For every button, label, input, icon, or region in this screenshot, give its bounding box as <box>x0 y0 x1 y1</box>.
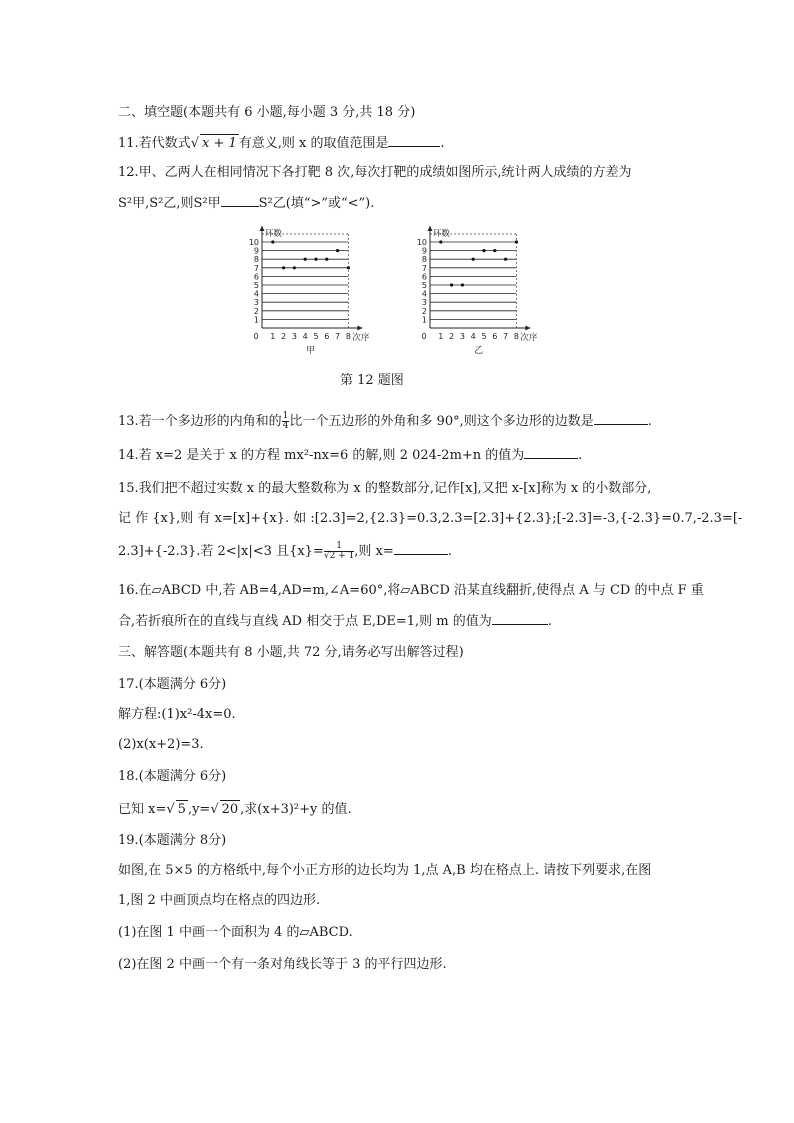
y-axis-arrow <box>260 226 265 231</box>
y-tick-label: 1 <box>421 315 427 325</box>
x-tick-label: 1 <box>438 332 444 341</box>
y-tick-label: 7 <box>421 263 427 273</box>
q19-title: 19.(本题满分 8分) <box>118 833 227 848</box>
x-tick-label: 6 <box>324 332 330 341</box>
x-tick-label: 8 <box>513 332 519 341</box>
q13-pre: 13.若一个多边形的内角和的 <box>118 414 282 429</box>
x-tick-label: 1 <box>270 332 276 341</box>
q15-answer-blank[interactable] <box>394 542 448 555</box>
q12-charts-svg <box>250 220 550 355</box>
q15-line2: 记 作 {x},则 有 x=[x]+{x}. 如 :[2.3]=2,{2.3}=0.3,2.3=[2.3]+{2.3};[-2.3]=-3,{-2.3}=0.7,-2.3=[- <box>118 511 743 526</box>
y-tick-label: 5 <box>421 281 427 290</box>
x-tick-label: 8 <box>345 332 351 341</box>
y-tick-label: 6 <box>253 272 259 282</box>
q12-line2 <box>118 194 374 213</box>
question-14: 14.若 x=2 是关于 x 的方程 mx²-nx=6 的解,则 2 024-2m+n 的值为 . <box>118 448 583 463</box>
q13-frac-num: 1 <box>282 411 289 421</box>
y-tick-label: 2 <box>253 306 259 316</box>
x-tick-label: 3 <box>291 332 297 341</box>
q11-radicand: x + 1 <box>201 136 237 151</box>
data-point <box>336 249 339 252</box>
q12-caption: 第 12 题图 <box>340 373 404 388</box>
q18-body: 已知 x=√ 5 ,y=√ 20 ,求(x+3)²+y 的值. <box>118 802 352 817</box>
q19-line2: 1,图 2 中画顶点均在格点的四边形. <box>118 893 321 908</box>
q13-frac-den: 4 <box>282 421 289 431</box>
q13-post: 比一个五边形的外角和多 90°,则这个多边形的边数是 <box>289 414 594 429</box>
x-tick-label: 7 <box>503 332 509 341</box>
data-point <box>325 258 328 261</box>
x-tick-label: 0 <box>421 332 427 341</box>
q12-answer-blank[interactable] <box>221 194 259 207</box>
data-point <box>347 266 350 269</box>
data-point <box>472 258 475 261</box>
q18-title: 18.(本题满分 6分) <box>118 769 227 784</box>
question-13: 13.若一个多边形的内角和的 $\frac{1}{4}$ 比一个五边形的外角和多 90°,则这个多边形的边数是 . <box>118 411 652 431</box>
q16-line2: 合,若折痕所在的直线与直线 AD 相交于点 E,DE=1,则 m 的值为 . <box>118 614 552 629</box>
q17-title: 17.(本题满分 6分) <box>118 677 227 692</box>
data-point <box>314 258 317 261</box>
data-point <box>493 249 496 252</box>
q11-post: 有意义,则 x 的取值范围是 <box>238 136 389 151</box>
y-tick-label: 3 <box>421 298 427 308</box>
question-11: 11.若代数式√ x + 1 有意义,则 x 的取值范围是 . <box>118 136 445 151</box>
x-tick-label: 3 <box>459 332 465 341</box>
q17-line1: 解方程:(1)x²-4x=0. <box>118 707 236 722</box>
q15-line3-pre: 2.3]+{-2.3}.若 2<|x|<3 且{x}= <box>118 544 324 559</box>
q15-frac-den: √2 + 1 <box>323 551 355 561</box>
x-axis-arrow <box>357 326 362 331</box>
x-tick-label: 4 <box>302 332 308 341</box>
y-tick-label: 7 <box>253 263 259 273</box>
q15-line3: 2.3]+{-2.3}.若 2<|x|<3 且{x}= $\frac{1}{√2 + 1}$ ,则 x= . <box>118 541 452 561</box>
x-tick-label: 2 <box>449 332 455 341</box>
data-point <box>482 249 485 252</box>
q14-answer-blank[interactable] <box>524 446 578 459</box>
q15-fraction <box>324 542 354 561</box>
q12-line1: 12.甲、乙两人在相同情况下各打靶 8 次,每次打靶的成绩如图所示,统计两人成绩的方差为 <box>118 165 632 180</box>
data-point <box>439 240 442 243</box>
q11-answer-blank[interactable] <box>388 134 440 147</box>
x-tick-label: 7 <box>335 332 341 341</box>
q17-line2: (2)x(x+2)=3. <box>118 737 204 752</box>
section3-heading: 三、解答题(本题共有 8 小题,共 72 分,请务必写出解答过程) <box>118 645 464 660</box>
y-tick-label: 4 <box>421 289 427 299</box>
x-tick-label: 5 <box>481 332 487 341</box>
y-axis-label: 环数 <box>433 229 451 239</box>
x-axis-label: 次序 <box>352 333 370 343</box>
data-point <box>271 240 274 243</box>
q15-frac-num: 1 <box>324 542 354 552</box>
section2-heading: 二、填空题(本题共有 6 小题,每小题 3 分,共 18 分) <box>118 105 416 120</box>
q12-line2-pre: S²甲,S²乙,则S²甲 <box>118 196 221 211</box>
q13-answer-blank[interactable] <box>594 412 648 425</box>
q15-line1: 15.我们把不超过实数 x 的最大整数称为 x 的整数部分,记作[x],又把 x-[x]称为 x 的小数部分, <box>118 481 652 496</box>
chart-series-label: 乙 <box>474 346 484 356</box>
y-tick-label: 8 <box>421 255 427 265</box>
x-tick-label: 0 <box>253 332 259 341</box>
y-axis-label: 环数 <box>265 229 283 239</box>
y-tick-label: 8 <box>253 255 259 265</box>
chart-series-label: 甲 <box>306 346 316 356</box>
q16-line1: 16.在▱ABCD 中,若 AB=4,AD=m,∠A=60°,将▱ABCD 沿某直线翻折,使得点 A 与 CD 的中点 F 重 <box>118 583 704 598</box>
q12-figure <box>250 220 550 359</box>
data-point <box>504 258 507 261</box>
data-point <box>461 283 464 286</box>
data-point <box>450 283 453 286</box>
data-point <box>515 240 518 243</box>
q19-line3: (1)在图 1 中画一个面积为 4 的▱ABCD. <box>118 925 353 940</box>
q18-pre: 已知 x= <box>118 802 167 817</box>
x-axis-arrow <box>525 326 530 331</box>
q18-sqrt1: 5 <box>177 802 186 817</box>
q11-pre: 11.若代数式 <box>118 136 191 151</box>
q12-line2-post: S²乙(填“>”或“<”). <box>258 196 375 211</box>
y-tick-label: 10 <box>416 238 427 247</box>
x-axis-label: 次序 <box>520 333 538 343</box>
y-tick-label: 3 <box>253 298 259 308</box>
q16-line2-text: 合,若折痕所在的直线与直线 AD 相交于点 E,DE=1,则 m 的值为 <box>118 614 492 629</box>
q16-answer-blank[interactable] <box>492 612 548 625</box>
q18-mid: ,y= <box>187 802 211 817</box>
x-tick-label: 4 <box>470 332 476 341</box>
x-tick-label: 2 <box>281 332 287 341</box>
data-point <box>304 258 307 261</box>
data-point <box>282 266 285 269</box>
y-tick-label: 6 <box>421 272 427 282</box>
y-tick-label: 5 <box>253 281 259 290</box>
q14-text: 14.若 x=2 是关于 x 的方程 mx²-nx=6 的解,则 2 024-2m+n 的值为 <box>118 448 525 463</box>
x-tick-label: 5 <box>313 332 319 341</box>
q15-line3-post: ,则 x= <box>354 544 394 559</box>
data-point <box>293 266 296 269</box>
y-tick-label: 1 <box>253 315 259 325</box>
x-tick-label: 6 <box>492 332 498 341</box>
y-tick-label: 4 <box>253 289 259 299</box>
y-axis-arrow <box>428 226 433 231</box>
q18-post: ,求(x+3)²+y 的值. <box>240 802 352 817</box>
q19-line1: 如图,在 5×5 的方格纸中,每个小正方形的边长均为 1,点 A,B 均在格点上. 请按下列要求,在图 <box>118 863 652 878</box>
y-tick-label: 9 <box>421 246 427 256</box>
y-tick-label: 2 <box>421 306 427 316</box>
y-tick-label: 10 <box>248 238 259 247</box>
q19-line4: (2)在图 2 中画一个有一条对角线长等于 3 的平行四边形. <box>118 957 447 972</box>
y-tick-label: 9 <box>253 246 259 256</box>
q18-sqrt2: 20 <box>221 802 239 817</box>
